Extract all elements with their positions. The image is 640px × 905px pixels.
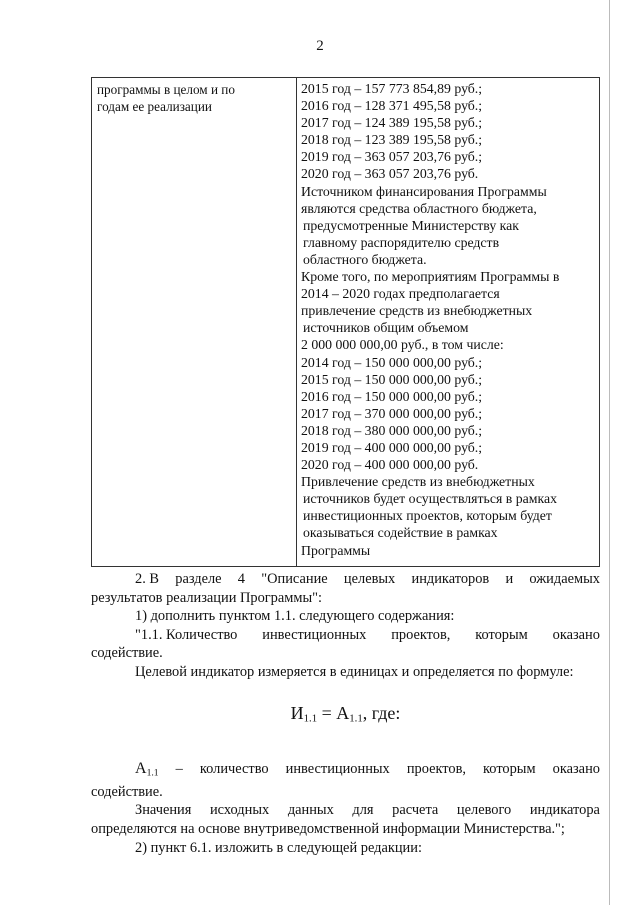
item-2-line-2: результатов реализации Программы": (91, 589, 323, 606)
formula-rhs: А (336, 702, 350, 723)
formula-lhs-sub: 1.1 (303, 712, 318, 725)
word: расчета (392, 802, 439, 819)
funding-line: 2020 год – 363 057 203,76 руб. (301, 166, 479, 182)
word: ожидаемых (529, 571, 600, 587)
symbol-sub: 1.1 (146, 767, 159, 779)
left-cell-line: годам ее реализации (97, 99, 212, 115)
funding-line: 2015 год – 157 773 854,89 руб.; (301, 81, 483, 96)
left-cell-line: программы в целом и по (97, 82, 235, 97)
word: которым (475, 626, 528, 643)
funding-line: инвестиционных проектов, которым будет (303, 508, 552, 524)
funding-line: предусмотренные Министерству как (303, 217, 520, 233)
word: и (505, 571, 514, 587)
formula-eq: = (317, 702, 337, 723)
funding-line: областного бюджета. (303, 251, 427, 267)
formula-lhs: И (290, 702, 304, 723)
word: 2. В (135, 571, 159, 587)
values-line-1 (91, 801, 600, 820)
formula-tail: , где: (362, 702, 401, 723)
funding-line: 2016 год – 128 371 495,58 руб.; (301, 98, 483, 114)
word: – (175, 760, 183, 777)
symbol-letter: А (135, 759, 147, 777)
quote-paragraph (91, 626, 600, 663)
page-number: 2 (316, 38, 324, 54)
funding-line: 2014 – 2020 годах предполагается (301, 286, 500, 302)
funding-table (91, 77, 600, 567)
funding-line: Источником финансирования Программы (301, 183, 547, 199)
funding-line: 2016 год – 150 000 000,00 руб.; (301, 388, 483, 404)
funding-line: 2014 год – 150 000 000,00 руб.; (301, 354, 483, 370)
indicator-text: Целевой индикатор измеряется в единицах и определяется по формуле: (135, 663, 574, 680)
funding-line: 2020 год – 400 000 000,00 руб. (301, 457, 479, 473)
funding-line: оказываться содействие в рамках (303, 525, 498, 541)
word: разделе (175, 571, 222, 587)
word: проектов, (406, 760, 466, 777)
word: которым (483, 760, 536, 777)
page-edge-line (609, 0, 610, 905)
word: исходных (209, 802, 270, 819)
subitem-2: 2) пункт 6.1. изложить в следующей редакции: (135, 839, 422, 856)
funding-line: 2015 год – 150 000 000,00 руб.; (301, 371, 483, 387)
word: "1.1. Количество (135, 626, 238, 643)
funding-line: 2018 год – 380 000 000,00 руб.; (301, 422, 483, 438)
funding-line: 2019 год – 400 000 000,00 руб.; (301, 439, 483, 455)
word: инвестиционных (262, 626, 367, 643)
word: 4 (237, 571, 245, 587)
funding-line: источников общим объемом (303, 320, 469, 336)
word: оказано (552, 626, 600, 643)
item-2-line-1 (91, 570, 600, 589)
funding-line: источников будет осуществляться в рамках (303, 491, 557, 507)
word: для (352, 802, 374, 819)
word: Значения (135, 802, 192, 819)
definition-paragraph (91, 760, 600, 802)
definition-line-1 (91, 760, 600, 783)
funding-line: главному распорядителю средств (303, 234, 500, 250)
formula-rhs-sub: 1.1 (349, 712, 363, 725)
word: "Описание (261, 571, 328, 587)
table-left-cell (92, 78, 297, 566)
word: целевых (343, 571, 396, 587)
formula (91, 704, 600, 728)
funding-line: привлечение средств из внебюджетных (301, 303, 533, 319)
word: оказано (552, 760, 600, 777)
word: целевого (456, 802, 512, 819)
item-2-paragraph (91, 570, 600, 607)
funding-line: Привлечение средств из внебюджетных (301, 474, 535, 490)
funding-line: 2 000 000 000,00 руб., в том числе: (301, 337, 504, 353)
funding-line: Программы (301, 542, 371, 558)
funding-line: 2018 год – 123 389 195,58 руб.; (301, 132, 483, 148)
word: проектов, (391, 626, 451, 643)
word: индикатора (529, 802, 600, 819)
funding-line: 2019 год – 363 057 203,76 руб.; (301, 149, 483, 165)
definition-line-2: содействие. (91, 783, 163, 800)
quote-line-2: содействие. (91, 645, 163, 662)
word: инвестиционных (285, 760, 390, 777)
word: индикаторов (411, 571, 490, 587)
values-paragraph (91, 801, 600, 838)
subitem-1: 1) дополнить пунктом 1.1. следующего содержания: (135, 608, 455, 625)
word: данных (287, 802, 334, 819)
values-line-2: определяются на основе внутриведомственной информации Министерства."; (91, 821, 565, 838)
table-right-cell (297, 78, 599, 566)
funding-line: Кроме того, по мероприятиям Программы в (301, 269, 560, 285)
funding-line: 2017 год – 370 000 000,00 руб.; (301, 405, 483, 421)
word: количество (199, 760, 269, 777)
quote-line-1 (91, 626, 600, 645)
funding-line: 2017 год – 124 389 195,58 руб.; (301, 115, 483, 131)
document-body (91, 570, 600, 857)
definition-symbol (135, 760, 159, 783)
funding-line: являются средства областного бюджета, (301, 200, 537, 216)
